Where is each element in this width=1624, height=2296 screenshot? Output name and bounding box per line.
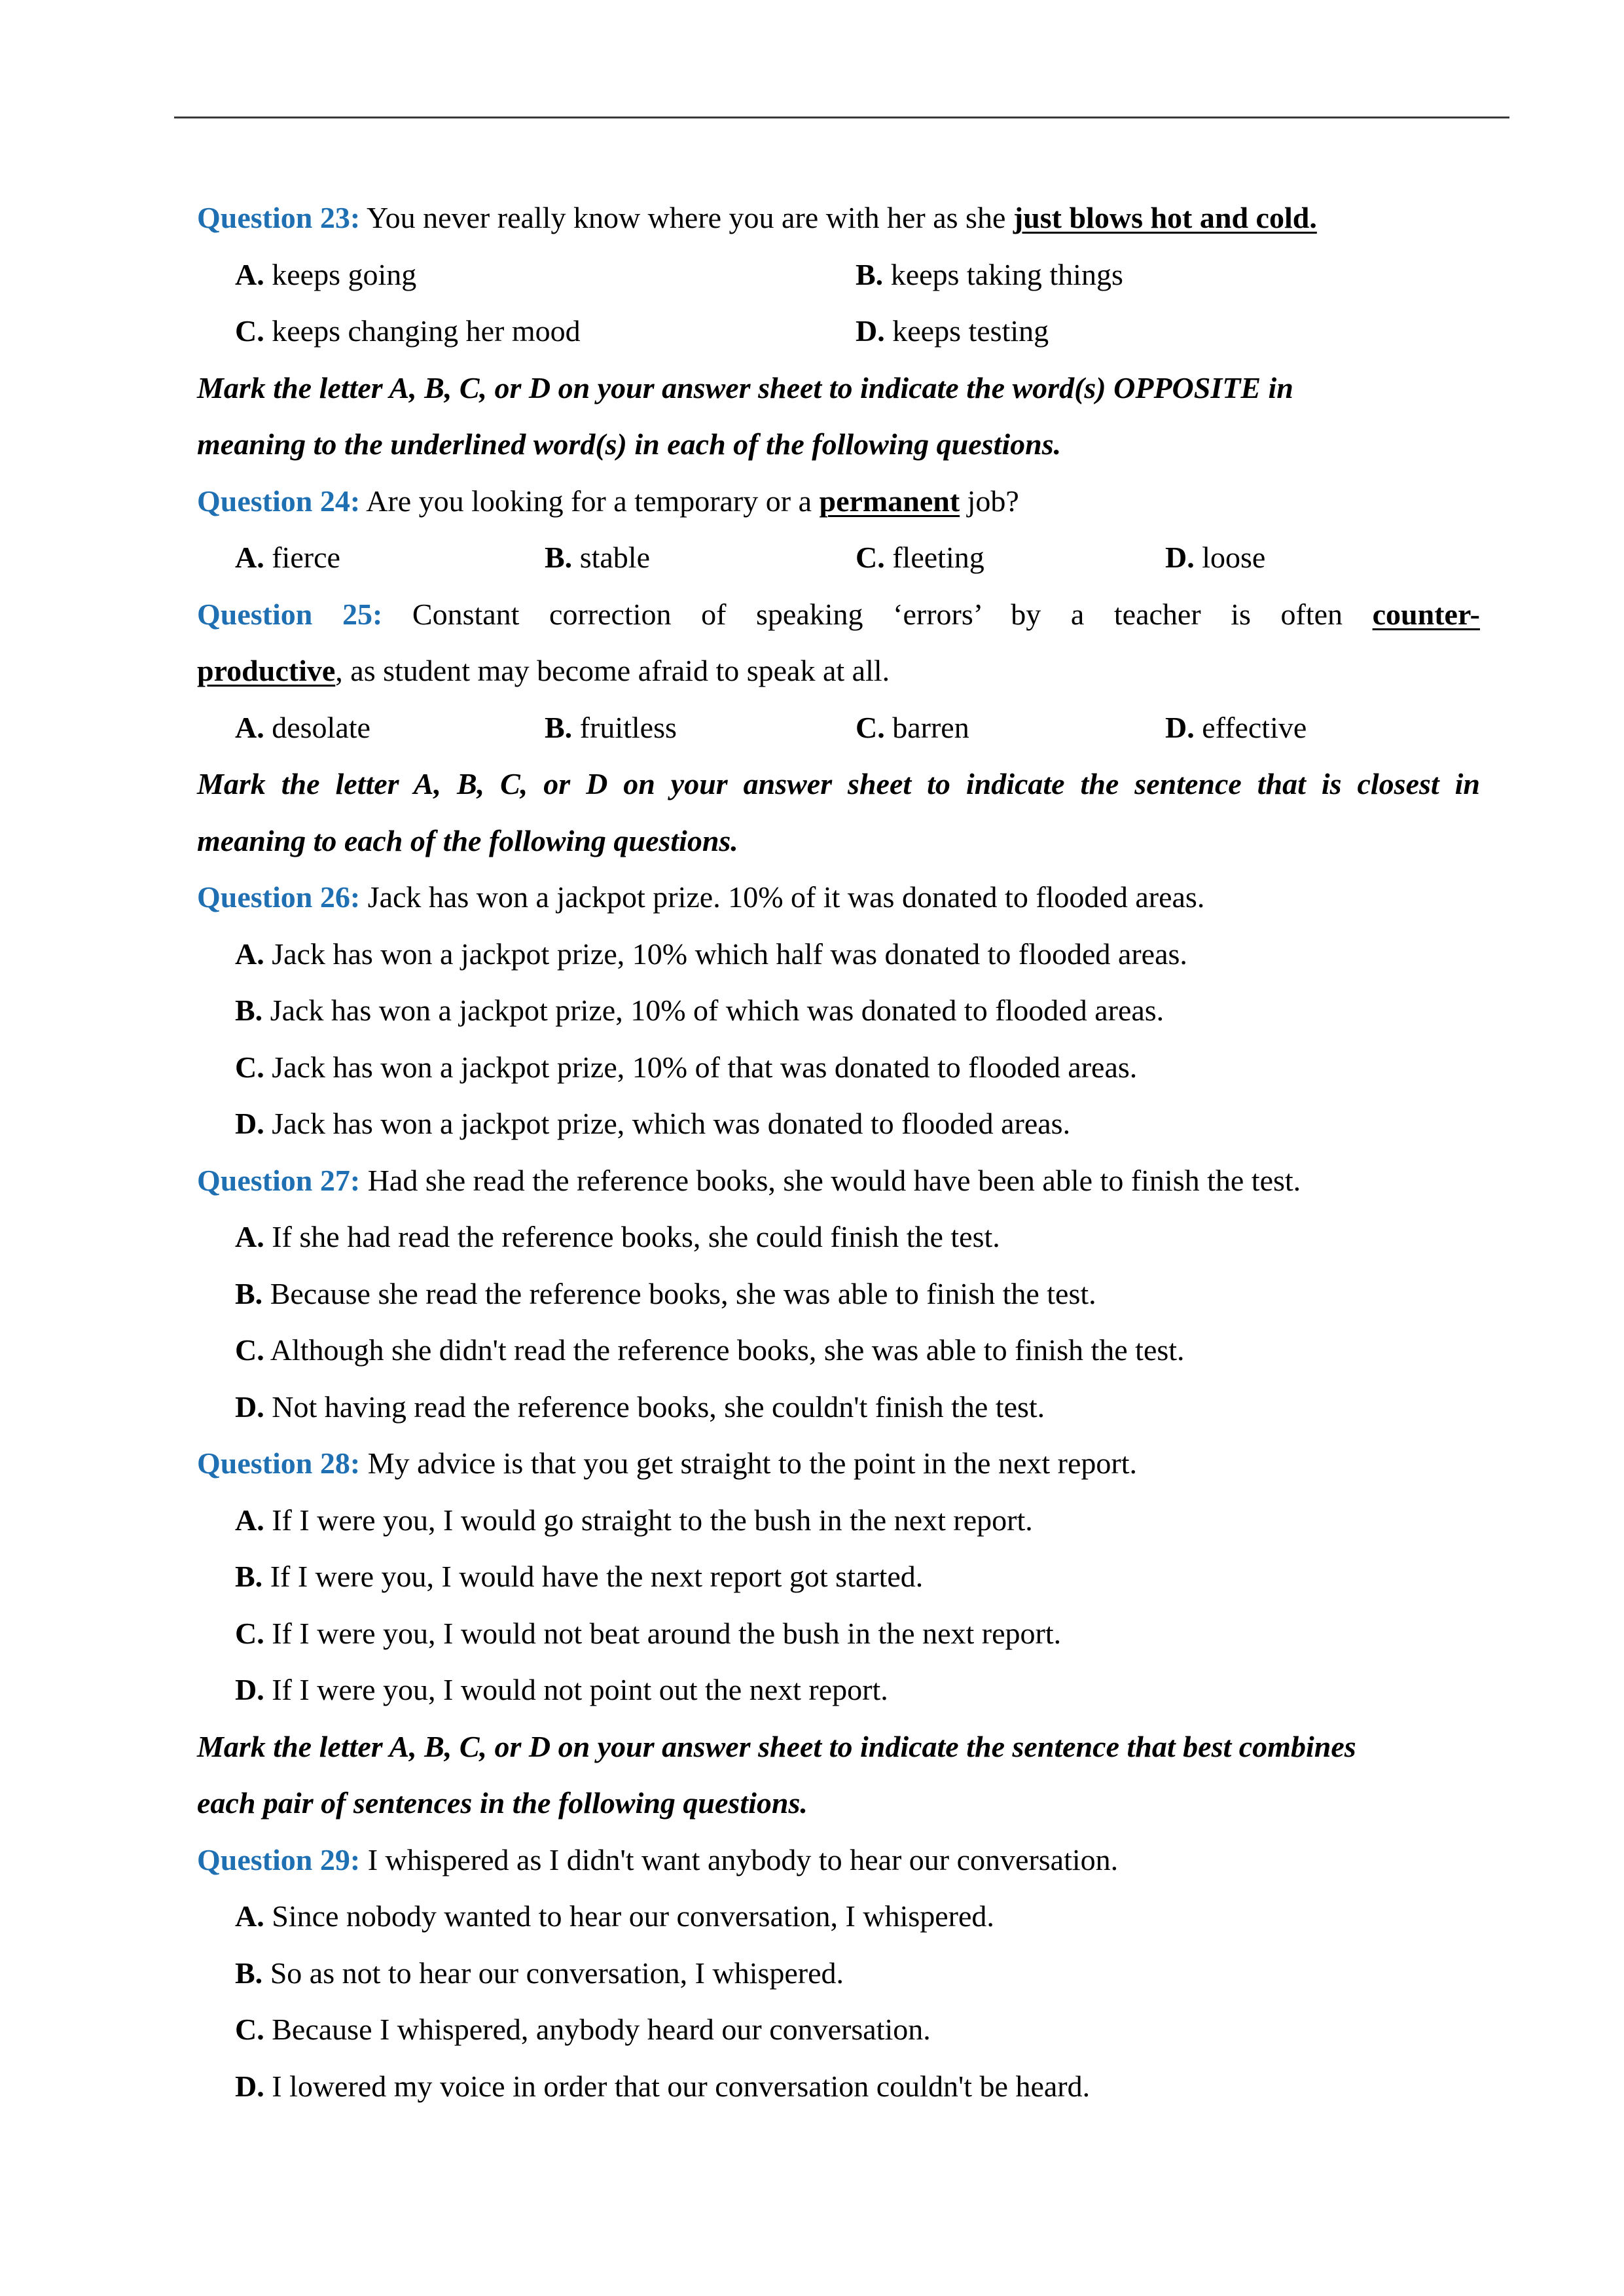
option-d: D. I lowered my voice in order that our conversation couldn't be heard. xyxy=(235,2069,1091,2103)
option-c: C. keeps changing her mood xyxy=(235,314,581,348)
question-28: Question 28: My advice is that you get straight to the point in the next report. xyxy=(197,1446,1138,1480)
option-a: A. If I were you, I would go straight to the bush in the next report. xyxy=(235,1503,1033,1537)
question-25-underlined-part-2: productive xyxy=(197,654,336,687)
instruction-combine-line-1: Mark the letter A, B, C, or D on your answer sheet to indicate the sentence that best combines xyxy=(197,1729,1356,1763)
question-24: Question 24: Are you looking for a temporary or a permanent job? xyxy=(197,484,1019,518)
question-25-line-2: productive, as student may become afraid to speak at all. xyxy=(197,654,890,687)
instruction-opposite-line-2: meaning to the underlined word(s) in each of the following questions. xyxy=(197,427,1062,461)
option-a: A. Since nobody wanted to hear our conversation, I whispered. xyxy=(235,1899,994,1933)
option-d: D. If I were you, I would not point out the next report. xyxy=(235,1673,888,1706)
question-23-options-row-1 xyxy=(197,247,1480,304)
option-b: B. So as not to hear our conversation, I whispered. xyxy=(235,1956,844,1990)
option-a: A. Jack has won a jackpot prize, 10% which half was donated to flooded areas. xyxy=(235,937,1187,971)
question-27-label: Question 27: xyxy=(197,1163,361,1197)
option-a: A. fierce xyxy=(235,541,340,574)
question-23-label: Question 23: xyxy=(197,201,361,234)
instruction-opposite-line-1: Mark the letter A, B, C, or D on your answer sheet to indicate the word(s) OPPOSITE in xyxy=(197,370,1293,404)
question-25-options xyxy=(197,700,1480,757)
option-b: B. stable xyxy=(545,541,650,574)
option-b: B. Jack has won a jackpot prize, 10% of which was donated to flooded areas. xyxy=(235,994,1164,1027)
option-d: D. loose xyxy=(1165,541,1266,574)
option-c: C. If I were you, I would not beat around the bush in the next report. xyxy=(235,1616,1062,1650)
exam-page-body xyxy=(197,190,1480,2115)
question-24-label: Question 24: xyxy=(197,484,361,518)
question-23 xyxy=(197,190,1480,247)
option-b: B. If I were you, I would have the next report got started. xyxy=(235,1560,924,1593)
question-23-underlined: just blows hot and cold. xyxy=(1013,201,1317,234)
question-25-label: Question 25: xyxy=(197,597,383,631)
option-c: C. Jack has won a jackpot prize, 10% of that was donated to flooded areas. xyxy=(235,1050,1138,1084)
question-25-underlined-part-1: counter- xyxy=(1372,597,1480,631)
option-a: A. keeps going xyxy=(235,257,417,291)
instruction-closest-line-2: meaning to each of the following questions. xyxy=(197,823,738,857)
option-c: C. Because I whispered, anybody heard our conversation. xyxy=(235,2013,931,2046)
question-23-text: You never really know where you are with her as she xyxy=(360,201,1013,234)
option-d: D. Jack has won a jackpot prize, which was donated to flooded areas. xyxy=(235,1107,1071,1140)
question-25-line-1: Question 25: Constant correction of speaking ‘errors’ by a teacher is often counter- xyxy=(197,597,1480,631)
option-d: D. effective xyxy=(1165,710,1307,744)
option-a: A. desolate xyxy=(235,710,370,744)
header-rule xyxy=(174,117,1509,118)
option-c: C. fleeting xyxy=(856,541,984,574)
instruction-closest-line-1: Mark the letter A, B, C, or D on your answer sheet to indicate the sentence that is closest in xyxy=(197,767,1480,800)
question-29-label: Question 29: xyxy=(197,1842,361,1876)
option-a: A. If she had read the reference books, she could finish the test. xyxy=(235,1220,1000,1253)
question-26-label: Question 26: xyxy=(197,880,361,914)
question-27: Question 27: Had she read the reference books, she would have been able to finish the test. xyxy=(197,1163,1301,1197)
question-29: Question 29: I whispered as I didn't want anybody to hear our conversation. xyxy=(197,1842,1119,1876)
option-c: C. barren xyxy=(856,710,969,744)
option-d: D. keeps testing xyxy=(856,314,1049,348)
option-d: D. Not having read the reference books, she couldn't finish the test. xyxy=(235,1390,1045,1424)
option-b: B. keeps taking things xyxy=(856,257,1123,291)
instruction-combine-line-2: each pair of sentences in the following questions. xyxy=(197,1786,808,1820)
option-b: B. fruitless xyxy=(545,710,677,744)
question-23-options-row-2 xyxy=(197,303,1480,360)
question-28-label: Question 28: xyxy=(197,1446,361,1480)
option-b: B. Because she read the reference books, she was able to finish the test. xyxy=(235,1276,1096,1310)
option-c: C. Although she didn't read the reference books, she was able to finish the test. xyxy=(235,1333,1185,1367)
question-24-options xyxy=(197,529,1480,586)
question-26: Question 26: Jack has won a jackpot prize. 10% of it was donated to flooded areas. xyxy=(197,880,1205,914)
question-24-underlined: permanent xyxy=(819,484,960,518)
